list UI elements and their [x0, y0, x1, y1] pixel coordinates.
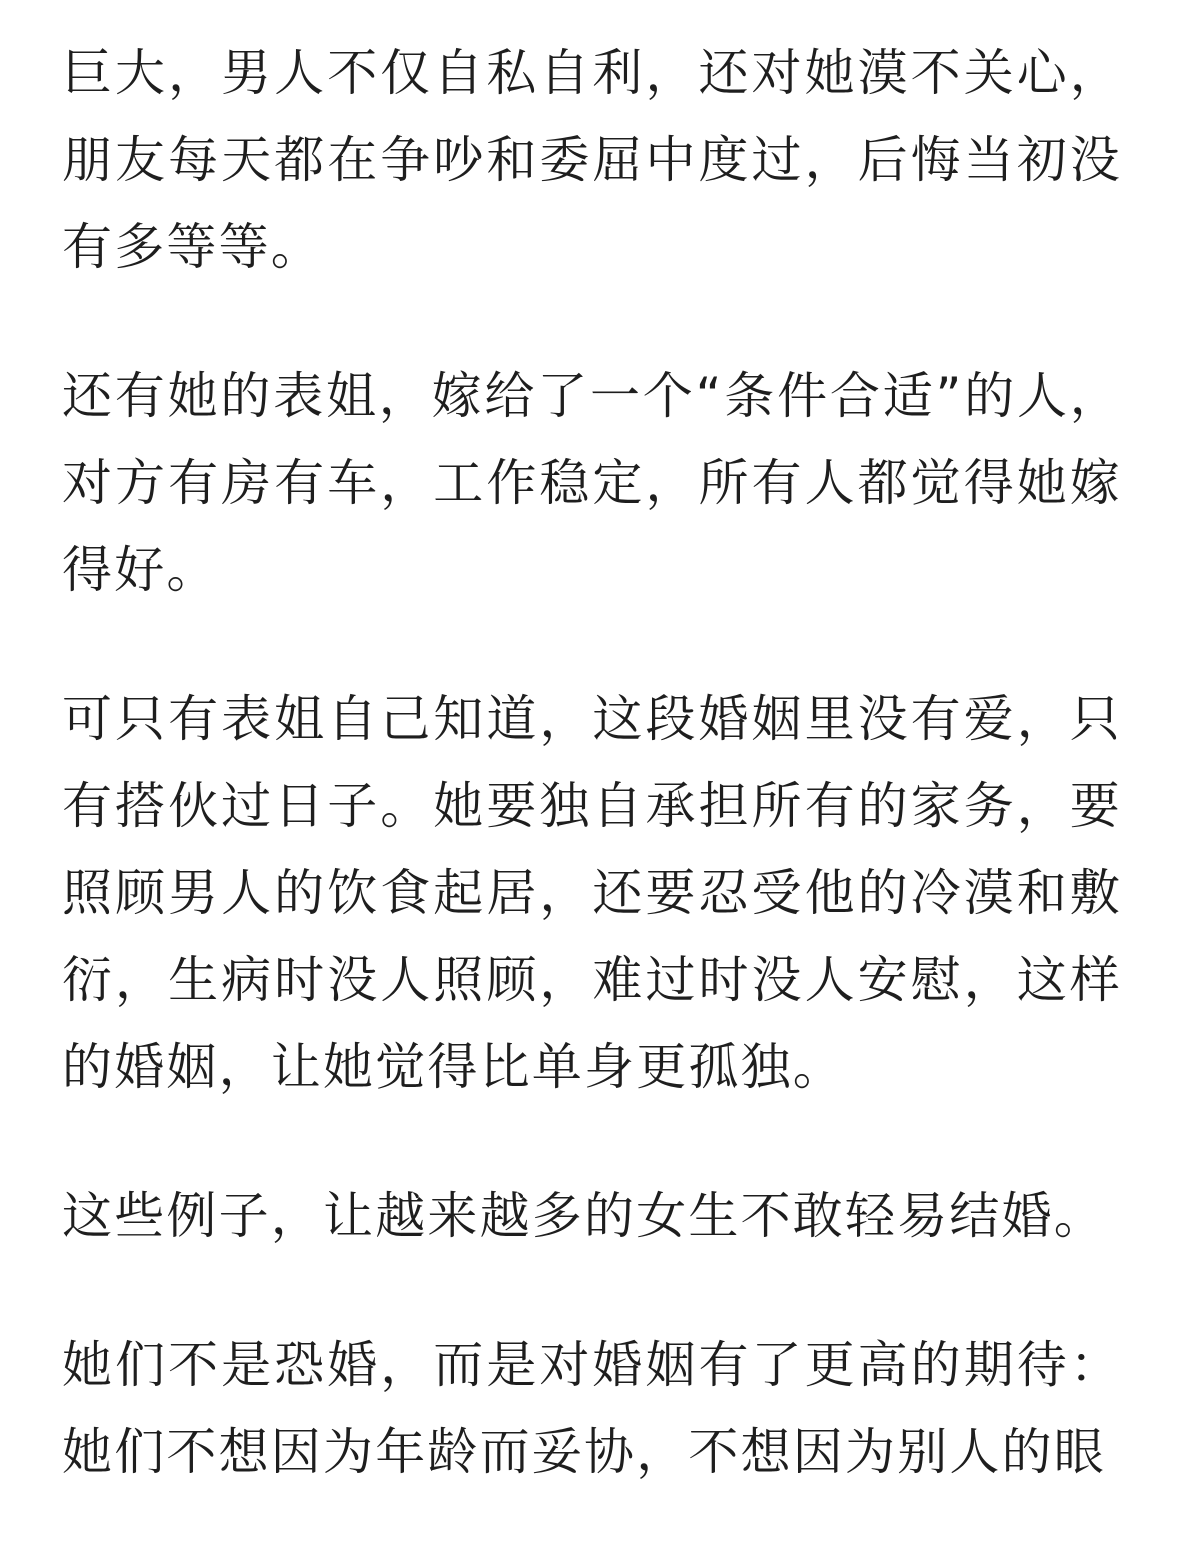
paragraph-3: 可只有表姐自己知道，这段婚姻里没有爱，只有搭伙过日子。她要独自承担所有的家务，要照顾男人的饮食起居，还要忍受他的冷漠和敷衍，生病时没人照顾，难过时没人安慰，这样的婚姻，让她觉得比单身更孤独。 [62, 690, 1122, 1096]
paragraph-1: 巨大，男人不仅自私自利，还对她漠不关心，朋友每天都在争吵和委屈中度过，后悔当初没有多等等。 [62, 44, 1122, 276]
paragraph-2: 还有她的表姐，嫁给了一个“条件合适”的人，对方有房有车，工作稳定，所有人都觉得她嫁得好。 [62, 367, 1122, 599]
paragraph-5: 她们不是恐婚，而是对婚姻有了更高的期待：她们不想因为年龄而妥协，不想因为别人的眼 [62, 1336, 1122, 1481]
paragraph-4: 这些例子，让越来越多的女生不敢轻易结婚。 [62, 1187, 1106, 1245]
article-body [62, 30, 1122, 1558]
